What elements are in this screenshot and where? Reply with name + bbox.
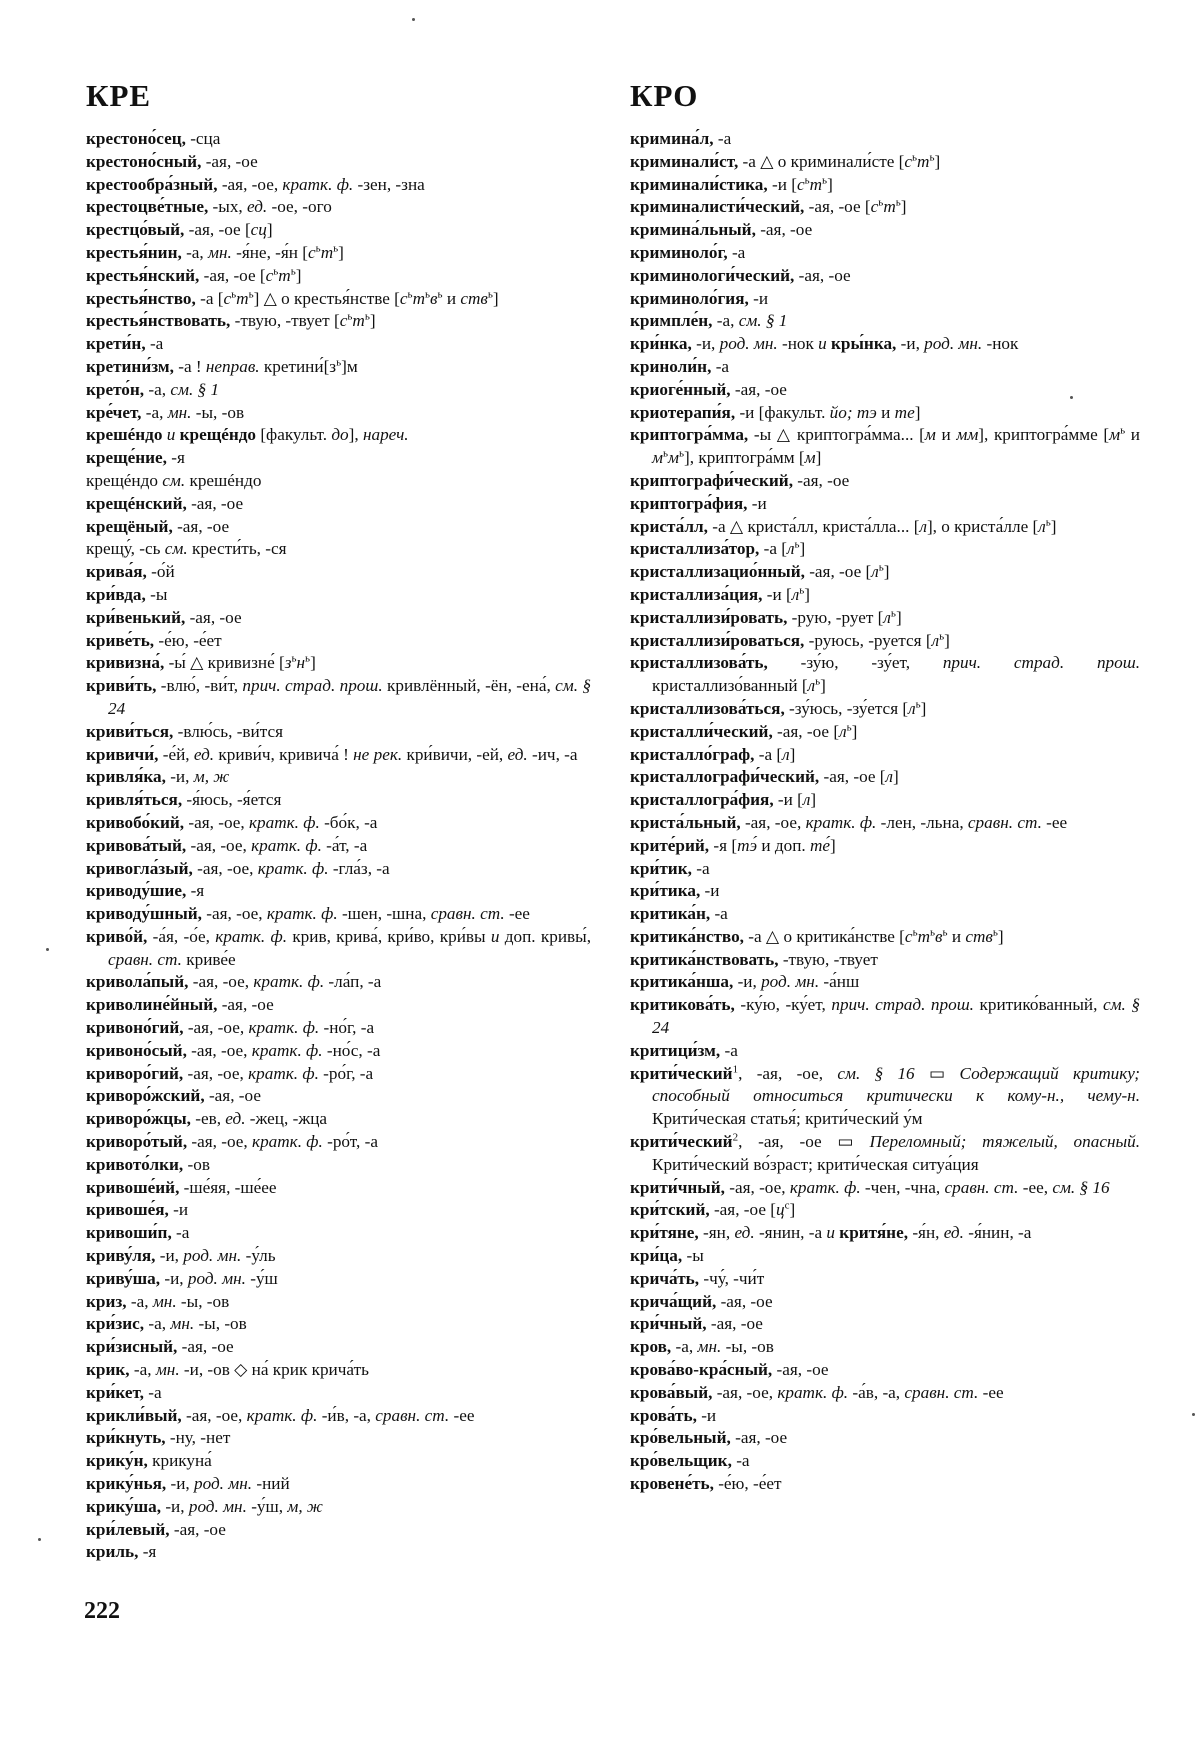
dictionary-entry: кристаллизова́ть, -зу́ю, -зу́ет, прич. страд. прош. кристаллизо́ванный $[л^ь]$ bbox=[630, 653, 1140, 696]
dictionary-entry: криль, -я bbox=[86, 1542, 157, 1562]
dictionary-entry: кримина́л, -а bbox=[630, 129, 732, 148]
dictionary-entry: критика́нство, -а △ о критика́нстве [$с^ьт^ьв^ь$ и ств$^ь$] bbox=[630, 926, 1004, 946]
dictionary-entry: криводу́шный, -ая, -ое, кратк. ф. -шен, -шна, сравн. ст. -ее bbox=[86, 904, 530, 924]
dictionary-entry: криста́льный, -ая, -ое, кратк. ф. -лен, -льна, сравн. ст. -ее bbox=[630, 812, 1068, 832]
dictionary-entry: криворо́гий, -ая, -ое, кратк. ф. -ро́г, -а bbox=[86, 1063, 374, 1083]
dictionary-entry: кристаллизова́ться, -зу́юсь, -зу́ется $[л^ь]$ bbox=[630, 698, 927, 718]
dictionary-entry: крова́ть, -и bbox=[630, 1405, 717, 1425]
dictionary-entry: критика́нша, -и, род. мн. -а́нш bbox=[630, 972, 860, 992]
dictionary-entry: крити́ческий$^2$, -ая, -ое ▭ Переломный; тяжелый, опасный. Крити́ческий во́зраст; крити́ческая ситуа́ция bbox=[630, 1131, 1141, 1174]
dictionary-entry: кристаллизи́роваться, -руюсь, -руется $[л^ь]$ bbox=[630, 629, 950, 650]
dictionary-entry: кримина́льный, -ая, -ое bbox=[630, 220, 813, 240]
dictionary-entry: кри́венький, -ая, -ое bbox=[86, 607, 242, 627]
dictionary-entry: кривизна́, -ы́ △ кривизне́ $[з^ьн^ь]$ bbox=[86, 652, 316, 673]
dictionary-entry: криз, -а, мн. -ы, -ов bbox=[86, 1291, 230, 1311]
dictionary-entry: кров, -а, мн. -ы, -ов bbox=[630, 1337, 774, 1357]
dictionary-entry: кривля́ться, -я́юсь, -я́ется bbox=[86, 790, 282, 810]
scan-speck bbox=[1192, 1413, 1195, 1416]
dictionary-entry: критици́зм, -а bbox=[630, 1040, 738, 1060]
dictionary-entry: криноли́н, -а bbox=[630, 356, 730, 376]
dictionary-entry: кримпле́н, -а, см. § 1 bbox=[630, 311, 788, 331]
dictionary-entry: кривото́лки, -ов bbox=[86, 1154, 210, 1174]
dictionary-entry: кровене́ть, -е́ю, -е́ет bbox=[630, 1474, 782, 1494]
dictionary-entry: крестья́нский, -ая, -ое $[с^ьт^ь]$ bbox=[86, 265, 302, 285]
dictionary-entry: кривоше́я, -и bbox=[86, 1200, 189, 1220]
dictionary-entry: кри́левый, -ая, -ое bbox=[86, 1519, 226, 1539]
page-header-left: КРЕ bbox=[86, 78, 152, 113]
dictionary-entry: крича́ть, -чу́, -чи́т bbox=[630, 1268, 765, 1288]
dictionary-entry: крешéндо и крещéндо [факульт. до], нареч. bbox=[86, 425, 409, 445]
scan-speck bbox=[46, 948, 49, 951]
dictionary-entry: крестоцве́тные, -ых, ед. -ое, -ого bbox=[86, 197, 332, 217]
dictionary-entry: кристалли́ческий, -ая, -ое $[л^ь]$ bbox=[630, 720, 858, 741]
dictionary-entry: криптографи́ческий, -ая, -ое bbox=[630, 470, 850, 490]
dictionary-entry: кри́чный, -ая, -ое bbox=[630, 1314, 763, 1334]
scan-speck bbox=[38, 1538, 41, 1541]
dictionary-entry: кри́тяне, -ян, ед. -янин, -а и критя́не, -я́н, ед. -я́нин, -а bbox=[630, 1223, 1032, 1243]
dictionary-entry: криворо́жцы, -ев, ед. -жец, -жца bbox=[86, 1109, 328, 1129]
dictionary-entry: крестцо́вый, -ая, -ое [сц] bbox=[86, 220, 273, 240]
dictionary-entry: кри́тика, -и bbox=[630, 881, 720, 901]
dictionary-entry: кри́тик, -а bbox=[630, 858, 710, 878]
dictionary-entry: крестья́нин, -а, мн. -я́не, -я́н $[с^ьт^ь]$ bbox=[86, 242, 344, 262]
dictionary-entry: криводу́шие, -я bbox=[86, 881, 205, 901]
dictionary-entry: критика́н, -а bbox=[630, 904, 728, 924]
dictionary-entry: кривогла́зый, -ая, -ое, кратк. ф. -гла́з, -а bbox=[86, 858, 390, 878]
dictionary-entry: криминали́ст, -а △ о криминали́сте $[с^ьт^ь]$ bbox=[630, 151, 941, 171]
dictionary-entry: крещéндо см. крешéндо bbox=[86, 470, 262, 490]
dictionary-entry: криви́ть, -влю́, -ви́т, прич. страд. прош. кривлённый, -ён, -ена́, см. § 24 bbox=[86, 676, 591, 718]
dictionary-entry: крите́рий, -я [тэ́ и доп. те́] bbox=[630, 835, 836, 855]
dictionary-entry: крещёный, -ая, -ое bbox=[86, 516, 230, 536]
dictionary-entry: кристаллогра́фия, -и [л] bbox=[630, 790, 817, 810]
dictionary-entry: криви́ться, -влю́сь, -ви́тся bbox=[86, 721, 283, 741]
dictionary-entry: крестоно́сный, -ая, -ое bbox=[86, 151, 258, 171]
dictionary-entry: кретини́зм, -а ! неправ. $кретини́[з^ь]м$ bbox=[86, 356, 358, 376]
dictionary-entry: крикли́вый, -ая, -ое, кратк. ф. -и́в, -а, сравн. ст. -ее bbox=[86, 1405, 475, 1425]
dictionary-entry: криву́ша, -и, род. мн. -у́ш bbox=[86, 1268, 278, 1288]
dictionary-entry: кривоно́сый, -ая, -ое, кратк. ф. -но́с, -а bbox=[86, 1040, 381, 1060]
dictionary-entry: крова́во-кра́сный, -ая, -ое bbox=[630, 1360, 829, 1380]
dictionary-entry: криворо́тый, -ая, -ое, кратк. ф. -ро́т, -а bbox=[86, 1132, 378, 1152]
dictionary-entry: крестья́нство, -а $[с^ьт^ь]$ △ о крестья́нстве [$с^ьт^ьв^ь$ и ств$^ь$] bbox=[86, 287, 499, 308]
dictionary-entry: кривобо́кий, -ая, -ое, кратк. ф. -бо́к, -а bbox=[86, 812, 378, 832]
dictionary-entry: кривля́ка, -и, м, ж bbox=[86, 767, 230, 787]
dictionary-entry: криву́ля, -и, род. мн. -у́ль bbox=[86, 1246, 276, 1266]
dictionary-entry: кри́кнуть, -ну, -нет bbox=[86, 1428, 231, 1448]
page-header-right: КРО bbox=[630, 78, 699, 113]
dictionary-entry: крестообра́зный, -ая, -ое, кратк. ф. -зен, -зна bbox=[86, 174, 425, 194]
dictionary-entry: кривичи́, -е́й, ед. криви́ч, кривича́ ! не рек. кри́вичи, -ей, ед. -ич, -а bbox=[86, 744, 578, 764]
dictionary-entry: кривола́пый, -ая, -ое, кратк. ф. -ла́п, -а bbox=[86, 972, 382, 992]
dictionary-entry: крещéнский, -ая, -ое bbox=[86, 493, 244, 513]
dictionary-entry: крестоно́сец, -сца bbox=[86, 129, 221, 148]
dictionary-entry: крик, -а, мн. -и, -ов ◇ на́ крик крича́ть bbox=[86, 1360, 369, 1380]
dictionary-entry: криминалисти́ческий, -ая, -ое $[с^ьт^ь]$ bbox=[630, 196, 907, 217]
dictionary-entry: кристаллиза́ция, -и $[л^ь]$ bbox=[630, 584, 810, 604]
dictionary-entry: критикова́ть, -ку́ю, -ку́ет, прич. страд. прош. критико́ванный, см. § 24 bbox=[630, 995, 1140, 1038]
dictionary-entry: кристаллиза́тор, -а $[л^ь]$ bbox=[630, 538, 806, 559]
dictionary-entry: криотерапи́я, -и [факульт. йо; тэ и те] bbox=[630, 402, 921, 422]
dictionary-entry: кри́вда, -ы bbox=[86, 584, 168, 604]
scan-speck bbox=[1070, 396, 1073, 399]
dictionary-entry: крива́я, -о́й bbox=[86, 562, 175, 582]
dictionary-entry: криминологи́ческий, -ая, -ое bbox=[630, 265, 851, 285]
dictionary-entry: кри́тский, -ая, -ое $[ц^с]$ bbox=[630, 1199, 796, 1220]
dictionary-entry: крето́н, -а, см. § 1 bbox=[86, 379, 220, 399]
dictionary-entry: крещу́, -сь см. крести́ть, -ся bbox=[86, 539, 287, 559]
dictionary-entry: крику́н, крикуна́ bbox=[86, 1451, 212, 1471]
dictionary-entry: кри́зисный, -ая, -ое bbox=[86, 1337, 234, 1357]
dictionary-entry: криминоло́г, -а bbox=[630, 242, 746, 262]
dictionary-column-left bbox=[86, 128, 591, 1564]
dictionary-entry: кро́вельный, -ая, -ое bbox=[630, 1428, 788, 1448]
dictionary-entry: кри́зис, -а, мн. -ы, -ов bbox=[86, 1314, 247, 1334]
dictionary-entry: кристалло́граф, -а [л] bbox=[630, 744, 796, 764]
dictionary-entry: кри́нка, -и, род. мн. -нок и кры́нка, -и, род. мн. -нок bbox=[630, 334, 1019, 354]
dictionary-entry: критика́нствовать, -твую, -твует bbox=[630, 949, 878, 969]
page-number: 222 bbox=[84, 1598, 120, 1624]
dictionary-entry: кри́кет, -а bbox=[86, 1382, 162, 1402]
dictionary-entry: криве́ть, -е́ю, -е́ет bbox=[86, 630, 222, 650]
dictionary-entry: кристаллизи́ровать, -рую, -рует $[л^ь]$ bbox=[630, 607, 902, 627]
dictionary-entry: кривова́тый, -ая, -ое, кратк. ф. -а́т, -а bbox=[86, 835, 368, 855]
dictionary-entry: крику́ша, -и, род. мн. -у́ш, м, ж bbox=[86, 1496, 323, 1516]
dictionary-entry: кривоши́п, -а bbox=[86, 1223, 190, 1243]
dictionary-entry: крити́ческий$^1$, -ая, -ое, см. § 16 ▭ Содержащий критику; способный относиться критически к кому-н., чему-н. Крити́ческая статья́; крити́ческий у́м bbox=[630, 1062, 1140, 1129]
dictionary-entry: кристаллографи́ческий, -ая, -ое [л] bbox=[630, 767, 899, 787]
dictionary-entry: кри́ца, -ы bbox=[630, 1246, 704, 1266]
dictionary-entry: криоге́нный, -ая, -ое bbox=[630, 379, 787, 399]
dictionary-entry: криволине́йный, -ая, -ое bbox=[86, 995, 274, 1015]
dictionary-entry: креще́ние, -я bbox=[86, 448, 185, 468]
dictionary-entry: криптогра́фия, -и bbox=[630, 493, 767, 513]
dictionary-entry: криворо́жский, -ая, -ое bbox=[86, 1086, 261, 1106]
dictionary-entry: кривоно́гий, -ая, -ое, кратк. ф. -но́г, -а bbox=[86, 1018, 375, 1038]
dictionary-entry: крити́чный, -ая, -ое, кратк. ф. -чен, -чна, сравн. ст. -ее, см. § 16 bbox=[630, 1177, 1110, 1197]
dictionary-entry: криво́й, -а́я, -о́е, кратк. ф. крив, крива́, кри́во, кри́вы и доп. кривы́, сравн. ст. криве́е bbox=[86, 926, 591, 969]
dictionary-entry: криминали́стика, -и $[с^ьт^ь]$ bbox=[630, 173, 833, 194]
dictionary-entry: крестья́нствовать, -твую, -твует $[с^ьт^ь]$ bbox=[86, 310, 376, 331]
dictionary-entry: кро́вельщик, -а bbox=[630, 1451, 750, 1471]
dictionary-entry: крети́н, -а bbox=[86, 334, 164, 354]
scan-speck bbox=[412, 18, 415, 21]
dictionary-entry: кристаллизацио́нный, -ая, -ое $[л^ь]$ bbox=[630, 561, 890, 582]
dictionary-entry: крича́щий, -ая, -ое bbox=[630, 1291, 773, 1311]
dictionary-entry: крику́нья, -и, род. мн. -ний bbox=[86, 1474, 290, 1494]
dictionary-entry: криптогра́мма, -ы △ криптогра́мма... [м и мм], криптогра́мме [$м^ь$ и $м^ьм^ь$], криптогра́мм [м] bbox=[630, 424, 1141, 468]
dictionary-entry: криминоло́гия, -и bbox=[630, 288, 769, 308]
dictionary-entry: криста́лл, -а △ криста́лл, криста́лла... [л], о криста́лле $[л^ь]$ bbox=[630, 515, 1057, 536]
dictionary-entry: крова́вый, -ая, -ое, кратк. ф. -а́в, -а, сравн. ст. -ее bbox=[630, 1382, 1004, 1402]
dictionary-column-right bbox=[630, 128, 1140, 1496]
dictionary-entry: кривоше́ий, -ше́яя, -ше́ее bbox=[86, 1177, 277, 1197]
dictionary-entry: кре́чет, -а, мн. -ы, -ов bbox=[86, 402, 245, 422]
